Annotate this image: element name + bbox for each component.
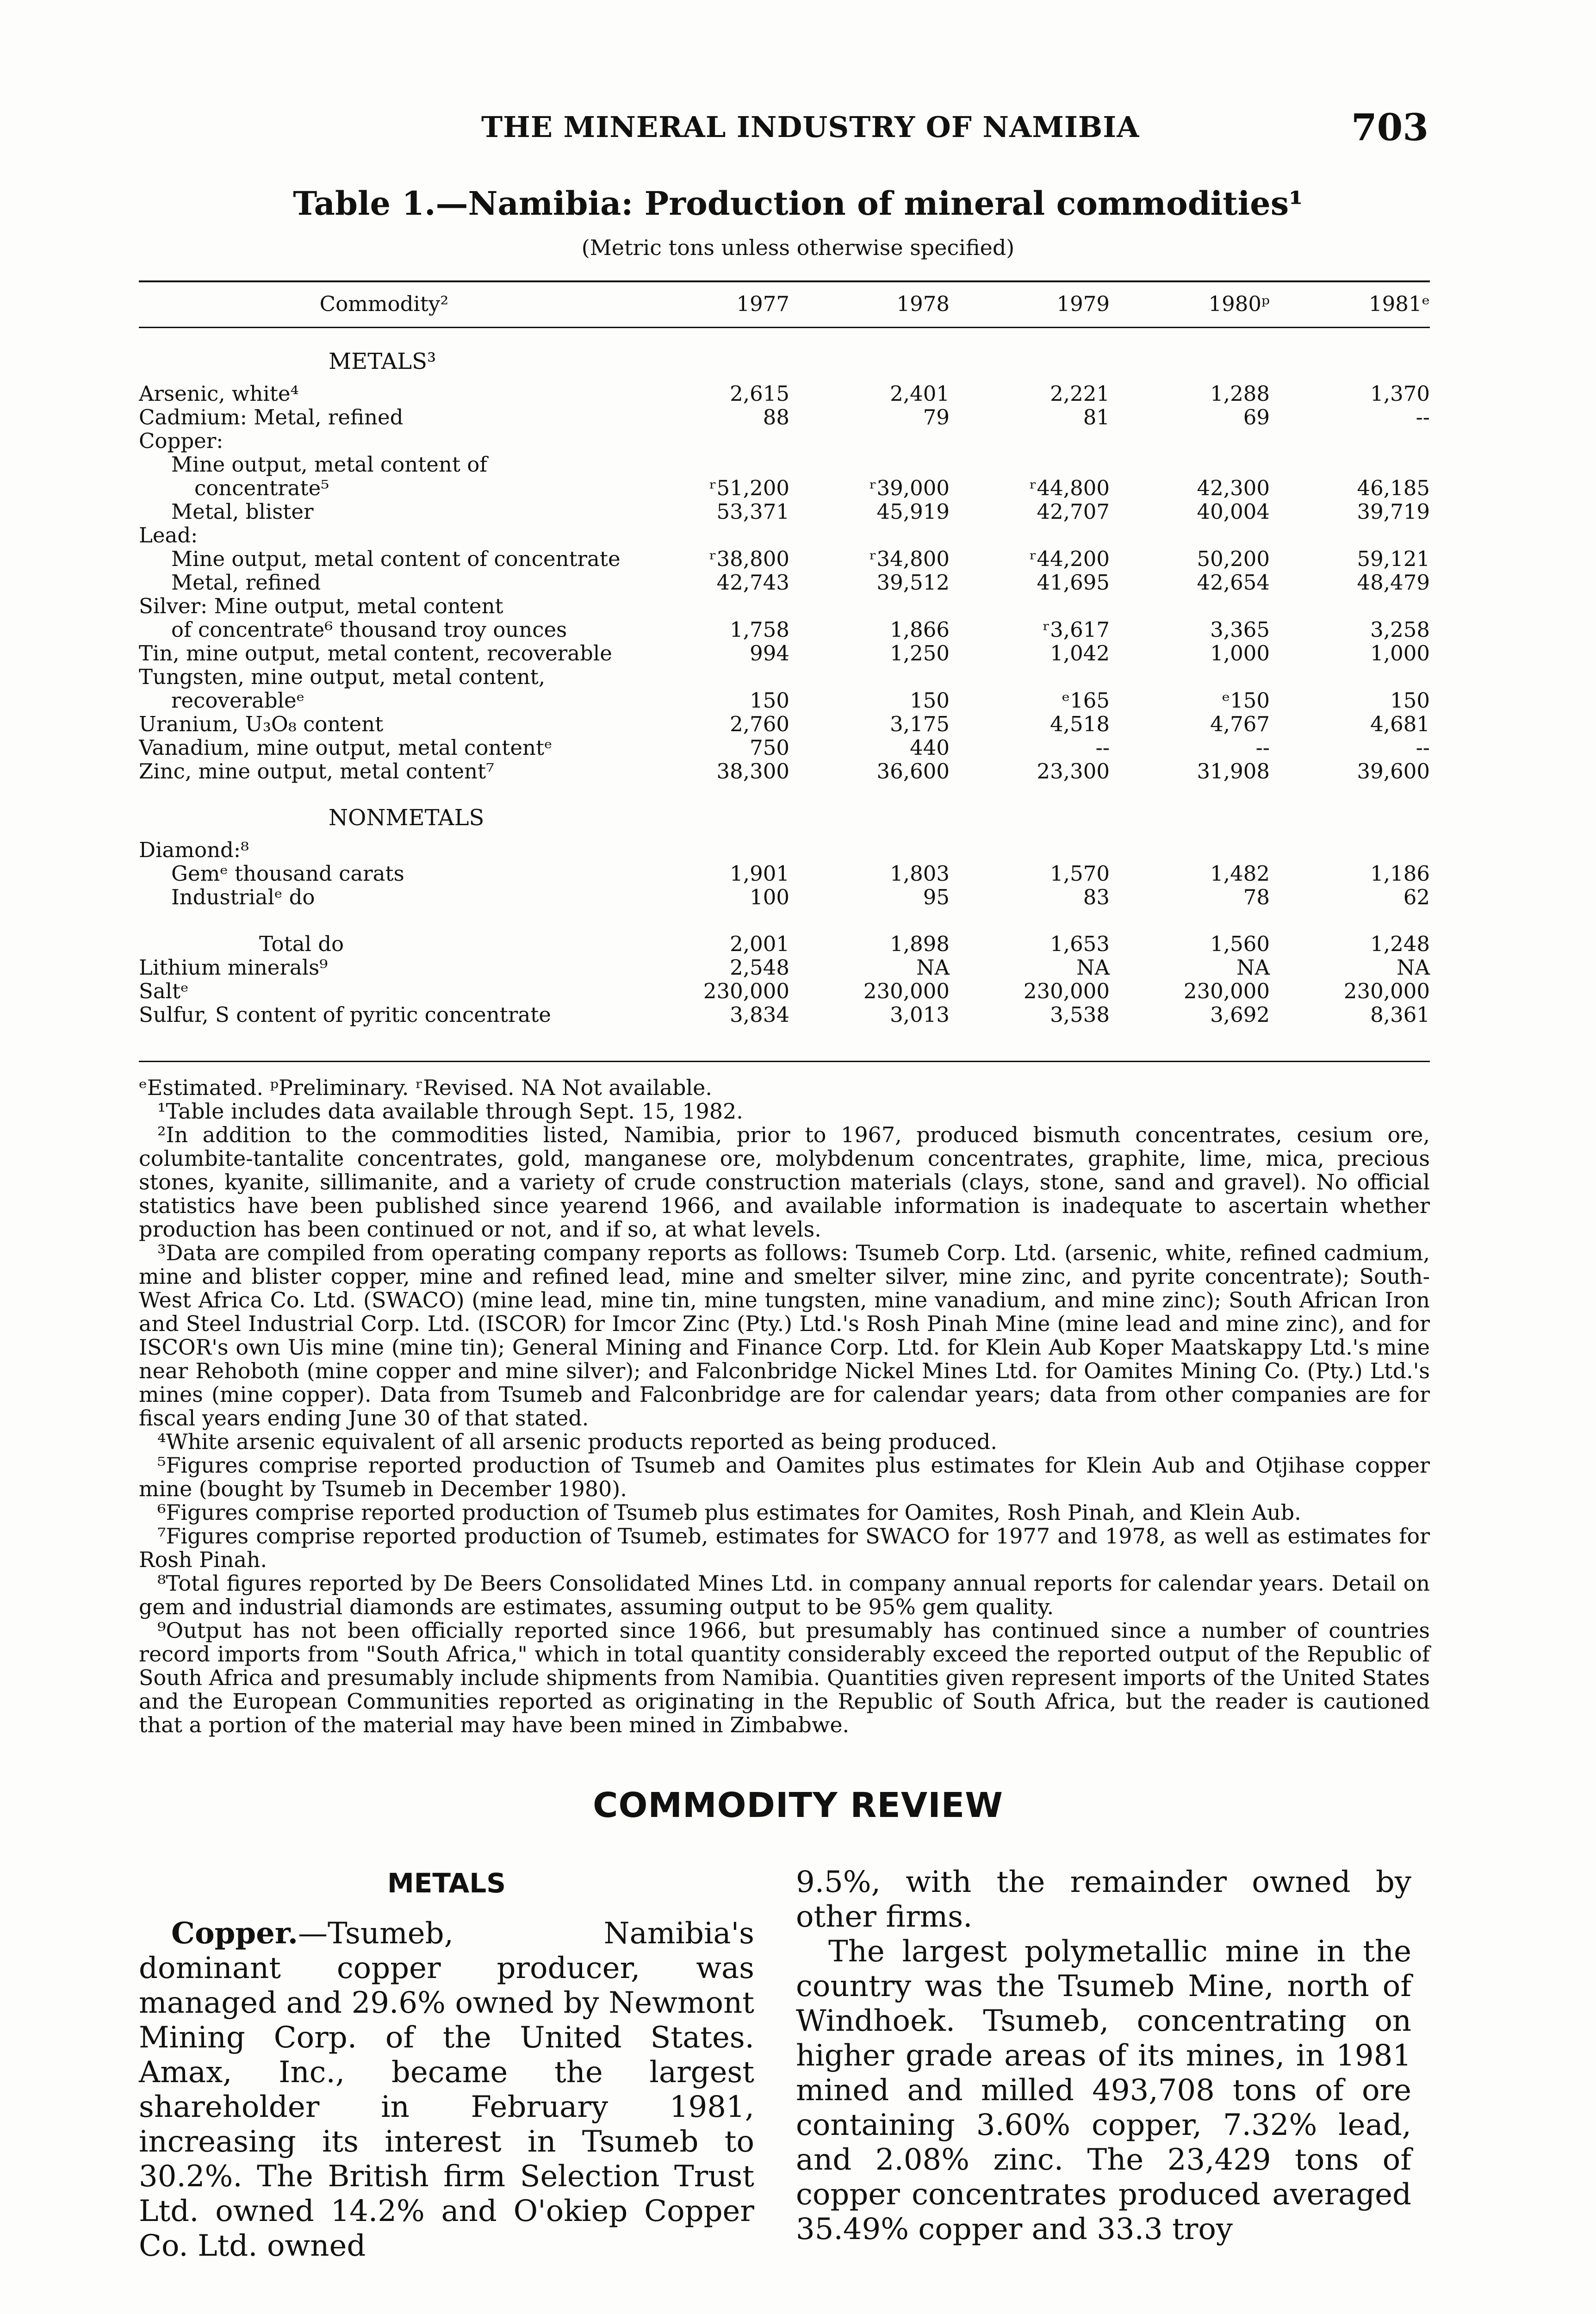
value-cell: 3,175 bbox=[890, 712, 950, 736]
commodity-cell: Mine output, metal content of bbox=[171, 453, 488, 476]
value-cell bbox=[1110, 523, 1270, 547]
value-cell: ʳ34,800 bbox=[869, 547, 950, 571]
value-cell: 23,300 bbox=[1037, 759, 1110, 784]
paragraph-lead: Copper. bbox=[171, 1916, 298, 1951]
value-cell bbox=[1270, 429, 1430, 453]
value-cell: 1,288 bbox=[1210, 381, 1270, 406]
column-header: 1981ᵉ bbox=[1369, 291, 1430, 316]
value-cell: 2,615 bbox=[730, 381, 789, 406]
commodity-cell: concentrate⁵ bbox=[194, 476, 329, 500]
value-cell: 1,560 bbox=[1210, 932, 1270, 956]
value-cell: 1,248 bbox=[1370, 932, 1430, 956]
value-cell bbox=[1110, 909, 1270, 932]
value-cell: 1,898 bbox=[890, 932, 950, 956]
value-cell: ʳ44,800 bbox=[1029, 476, 1110, 500]
value-cell: 62 bbox=[1403, 885, 1430, 909]
commodity-cell: Total do bbox=[259, 932, 344, 956]
commodity-cell: Sulfur, S content of pyritic concentrate bbox=[139, 1003, 551, 1026]
value-cell: 42,743 bbox=[716, 570, 789, 595]
commodity-cell: Diamond:⁸ bbox=[139, 838, 249, 862]
table-row bbox=[139, 759, 1430, 783]
value-cell: 8,361 bbox=[1370, 1002, 1430, 1027]
page-header bbox=[0, 106, 1596, 156]
column-header: 1978 bbox=[896, 291, 950, 316]
commodity-cell: Vanadium, mine output, metal contentᵉ bbox=[139, 736, 553, 759]
commodity-cell: Mine output, metal content of concentrate bbox=[171, 547, 621, 571]
value-cell: 3,365 bbox=[1210, 617, 1270, 642]
value-cell: 750 bbox=[750, 735, 789, 760]
value-cell: 36,600 bbox=[876, 759, 950, 784]
value-cell: 42,300 bbox=[1197, 476, 1270, 500]
value-cell bbox=[950, 594, 1110, 618]
value-cell bbox=[1110, 429, 1270, 453]
value-cell: 440 bbox=[910, 735, 950, 760]
table-row bbox=[139, 405, 1430, 429]
table-bottom-rule bbox=[139, 1061, 1430, 1062]
value-cell: 1,186 bbox=[1370, 861, 1430, 886]
table-row bbox=[139, 571, 1430, 594]
value-cell: 59,121 bbox=[1357, 547, 1430, 571]
table-header-row bbox=[139, 280, 1430, 327]
value-cell bbox=[789, 429, 950, 453]
table-subtitle: (Metric tons unless otherwise specified) bbox=[581, 235, 1015, 260]
value-cell: 150 bbox=[1390, 688, 1430, 713]
body-column-right bbox=[796, 1865, 1411, 2247]
table-row bbox=[139, 736, 1430, 759]
value-cell: 150 bbox=[750, 688, 789, 713]
value-cell: 2,221 bbox=[1050, 381, 1110, 406]
value-cell: 38,300 bbox=[716, 759, 789, 784]
value-cell bbox=[629, 909, 789, 932]
commodity-cell: Lead: bbox=[139, 523, 198, 547]
commodity-cell: Zinc, mine output, metal content⁷ bbox=[139, 759, 495, 783]
table-row bbox=[139, 712, 1430, 736]
footnote: ⁸Total figures reported by De Beers Consolidated Mines Ltd. in company annual reports for calendar years. Detail on gem and industrial diamonds are estimates, assuming output to be 95% gem quality. bbox=[139, 1571, 1430, 1619]
value-cell: 39,512 bbox=[876, 570, 950, 595]
commodity-cell: Metal, blister bbox=[171, 500, 314, 523]
value-cell bbox=[629, 453, 789, 476]
value-cell: 53,371 bbox=[716, 499, 789, 524]
value-cell bbox=[950, 523, 1110, 547]
value-cell: 46,185 bbox=[1357, 476, 1430, 500]
value-cell: 4,518 bbox=[1050, 712, 1110, 736]
value-cell bbox=[629, 665, 789, 689]
table-row bbox=[139, 838, 1430, 862]
value-cell: 2,001 bbox=[730, 932, 789, 956]
table-row bbox=[139, 1003, 1430, 1026]
table-row bbox=[139, 885, 1430, 909]
value-cell bbox=[1110, 665, 1270, 689]
value-cell: NA bbox=[1236, 955, 1270, 980]
value-cell: 3,538 bbox=[1050, 1002, 1110, 1027]
table-row bbox=[139, 979, 1430, 1003]
value-cell bbox=[789, 453, 950, 476]
table-row bbox=[139, 547, 1430, 571]
value-cell bbox=[1270, 523, 1430, 547]
value-cell: 1,866 bbox=[890, 617, 950, 642]
footnote: ᵉEstimated. ᵖPreliminary. ʳRevised. NA Not available. bbox=[139, 1075, 712, 1100]
commodity-cell: of concentrate⁶ thousand troy ounces bbox=[171, 618, 567, 641]
commodity-cell: Metal, refined bbox=[171, 571, 321, 594]
value-cell: 1,803 bbox=[890, 861, 950, 886]
value-cell: ʳ44,200 bbox=[1029, 547, 1110, 571]
paragraph bbox=[139, 1916, 754, 2264]
value-cell: 88 bbox=[763, 405, 789, 429]
value-cell: 2,760 bbox=[730, 712, 789, 736]
value-cell: ᵉ165 bbox=[1062, 688, 1110, 713]
table-row bbox=[139, 382, 1430, 405]
value-cell: NA bbox=[1076, 955, 1110, 980]
table-row bbox=[139, 956, 1430, 979]
production-table bbox=[139, 280, 1430, 1026]
value-cell bbox=[1270, 909, 1430, 932]
table-row bbox=[139, 594, 1430, 618]
table-row bbox=[139, 453, 1430, 476]
commodity-cell: Tin, mine output, metal content, recoverable bbox=[139, 641, 612, 665]
table-footnotes bbox=[139, 1076, 1430, 1737]
commodity-cell: Copper: bbox=[139, 429, 224, 453]
value-cell: 79 bbox=[923, 405, 950, 429]
commodity-cell: Lithium minerals⁹ bbox=[139, 956, 328, 979]
value-cell: -- bbox=[1416, 405, 1430, 429]
paragraph: The largest polymetallic mine in the country was the Tsumeb Mine, north of Windhoek. Tsumeb, concentrating on higher grade areas of its mines, in 1981 mined and milled 493,708 tons of ore containing 3.60% copper, 7.32% lead, and 2.08% zinc. The 23,429 tons of copper concentrates produced averaged 35.49% copper and 33.3 troy bbox=[796, 1935, 1411, 2246]
table-row bbox=[139, 618, 1430, 641]
value-cell: 230,000 bbox=[1183, 979, 1270, 1003]
value-cell: 48,479 bbox=[1357, 570, 1430, 595]
value-cell: 42,654 bbox=[1197, 570, 1270, 595]
value-cell: 994 bbox=[750, 641, 789, 666]
table-row bbox=[139, 476, 1430, 500]
value-cell: 1,000 bbox=[1370, 641, 1430, 666]
value-cell bbox=[1270, 665, 1430, 689]
footnote: ²In addition to the commodities listed, Namibia, prior to 1967, produced bismuth concentrates, cesium ore, columbite-tantalite concentrates, gold, manganese ore, molybdenum concentrates, graphite, lime, mica, precious stones, kyanite, sillimanite, and a variety of crude construction materials (clays, stone, sand and gravel). No official statistics have been published since yearend 1966, and available information is inadequate to ascertain whether production has been continued or not, and if so, at what levels. bbox=[139, 1122, 1430, 1242]
section-row bbox=[139, 327, 1430, 382]
footnote: ⁶Figures comprise reported production of Tsumeb plus estimates for Oamites, Rosh Pinah, and Klein Aub. bbox=[157, 1500, 1301, 1525]
column-header: Commodity² bbox=[319, 291, 449, 316]
table-row bbox=[139, 862, 1430, 885]
value-cell: 3,013 bbox=[890, 1002, 950, 1027]
value-cell bbox=[950, 909, 1110, 932]
value-cell: NA bbox=[916, 955, 950, 980]
table-row bbox=[139, 429, 1430, 453]
section-label: NONMETALS bbox=[329, 805, 484, 831]
value-cell: 100 bbox=[750, 885, 789, 909]
value-cell bbox=[1110, 594, 1270, 618]
column-header: 1980ᵖ bbox=[1208, 291, 1270, 316]
commodity-cell: Cadmium: Metal, refined bbox=[139, 405, 404, 429]
value-cell: 95 bbox=[923, 885, 950, 909]
value-cell: 3,834 bbox=[730, 1002, 789, 1027]
footnote: ⁴White arsenic equivalent of all arsenic products reported as being produced. bbox=[157, 1429, 998, 1454]
table-row bbox=[139, 932, 1430, 956]
value-cell: 150 bbox=[910, 688, 950, 713]
value-cell: -- bbox=[1416, 735, 1430, 760]
table-row bbox=[139, 909, 1430, 932]
running-head: THE MINERAL INDUSTRY OF NAMIBIA bbox=[481, 110, 1140, 144]
value-cell: 39,719 bbox=[1357, 499, 1430, 524]
value-cell: 230,000 bbox=[703, 979, 789, 1003]
table-title: Table 1.—Namibia: Production of mineral commodities¹ bbox=[293, 184, 1303, 223]
table-row bbox=[139, 641, 1430, 665]
value-cell: 3,692 bbox=[1210, 1002, 1270, 1027]
value-cell: 3,258 bbox=[1370, 617, 1430, 642]
value-cell: 1,901 bbox=[730, 861, 789, 886]
value-cell: -- bbox=[1095, 735, 1110, 760]
value-cell: 41,695 bbox=[1037, 570, 1110, 595]
value-cell: 1,758 bbox=[730, 617, 789, 642]
table-row bbox=[139, 665, 1430, 689]
footnote: ¹Table includes data available through Sept. 15, 1982. bbox=[157, 1099, 743, 1124]
value-cell bbox=[789, 665, 950, 689]
value-cell bbox=[789, 909, 950, 932]
commodity-cell: recoverableᵉ bbox=[171, 689, 305, 712]
value-cell: 4,681 bbox=[1370, 712, 1430, 736]
table-row bbox=[139, 523, 1430, 547]
value-cell: 45,919 bbox=[876, 499, 950, 524]
column-header: 1977 bbox=[736, 291, 789, 316]
footnote: ⁷Figures comprise reported production of Tsumeb, estimates for SWACO for 1977 and 1978, as well as estimates for Rosh Pinah. bbox=[139, 1524, 1430, 1572]
value-cell: 1,570 bbox=[1050, 861, 1110, 886]
table-row bbox=[139, 689, 1430, 712]
value-cell bbox=[789, 523, 950, 547]
value-cell: 50,200 bbox=[1197, 547, 1270, 571]
table-row bbox=[139, 500, 1430, 523]
value-cell bbox=[629, 594, 789, 618]
value-cell: ᵉ150 bbox=[1222, 688, 1270, 713]
commodity-cell: Uranium, U₃O₈ content bbox=[139, 712, 384, 736]
commodity-cell: Silver: Mine output, metal content bbox=[139, 594, 503, 618]
value-cell bbox=[1270, 838, 1430, 862]
value-cell: 83 bbox=[1083, 885, 1110, 909]
value-cell bbox=[629, 523, 789, 547]
value-cell: 1,370 bbox=[1370, 381, 1430, 406]
commodity-cell: Saltᵉ bbox=[139, 979, 189, 1003]
value-cell bbox=[1110, 453, 1270, 476]
value-cell: 78 bbox=[1243, 885, 1270, 909]
value-cell: 4,767 bbox=[1210, 712, 1270, 736]
footnote: ³Data are compiled from operating company reports as follows: Tsumeb Corp. Ltd. (arsenic, white, refined cadmium, mine and blister copper, mine and refined lead, mine and smelter silver, mine zinc, and pyrite concentrate); South-West Africa Co. Ltd. (SWACO) (mine lead, mine tin, mine tungsten, mine vanadium, and mine zinc); South African Iron and Steel Industrial Corp. Ltd. (ISCOR) for Imcor Zinc (Pty.) Ltd.'s Rosh Pinah Mine (mine lead and mine zinc), and for ISCOR's own Uis mine (mine tin); General Mining and Finance Corp. Ltd. for Klein Aub Koper Maatskappy Ltd.'s mine near Rehoboth (mine copper and mine silver); and Falconbridge Nickel Mines Ltd. for Oamites Mining Co. (Pty.) Ltd.'s mines (mine copper). Data from Tsumeb and Falconbridge are for calendar years; data from other companies are for fiscal years ending June 30 of that stated. bbox=[139, 1240, 1430, 1431]
commodity-cell: Tungsten, mine output, metal content, bbox=[139, 665, 546, 689]
value-cell: 2,401 bbox=[890, 381, 950, 406]
sub-heading: METALS bbox=[387, 1867, 506, 1899]
value-cell: ʳ3,617 bbox=[1043, 617, 1110, 642]
value-cell: 42,707 bbox=[1037, 499, 1110, 524]
paragraph: 9.5%, with the remainder owned by other firms. bbox=[796, 1865, 1411, 1934]
value-cell: ʳ51,200 bbox=[709, 476, 789, 500]
value-cell: 1,250 bbox=[890, 641, 950, 666]
value-cell bbox=[1270, 453, 1430, 476]
commodity-cell bbox=[139, 909, 629, 932]
value-cell bbox=[950, 838, 1110, 862]
value-cell: ʳ38,800 bbox=[709, 547, 789, 571]
section-label: METALS³ bbox=[329, 348, 436, 374]
commodity-cell: Gemᵉ thousand carats bbox=[171, 862, 404, 885]
value-cell bbox=[789, 594, 950, 618]
value-cell: 69 bbox=[1243, 405, 1270, 429]
section-heading: COMMODITY REVIEW bbox=[593, 1785, 1003, 1825]
value-cell bbox=[950, 429, 1110, 453]
value-cell: 81 bbox=[1083, 405, 1110, 429]
value-cell: 230,000 bbox=[863, 979, 950, 1003]
value-cell: 31,908 bbox=[1197, 759, 1270, 784]
value-cell: 40,004 bbox=[1197, 499, 1270, 524]
value-cell: NA bbox=[1397, 955, 1430, 980]
value-cell: 1,042 bbox=[1050, 641, 1110, 666]
value-cell: 2,548 bbox=[730, 955, 789, 980]
footnote: ⁵Figures comprise reported production of Tsumeb and Oamites plus estimates for Klein Aub and Otjihase copper mine (bought by Tsumeb in December 1980). bbox=[139, 1453, 1430, 1501]
value-cell: 1,482 bbox=[1210, 861, 1270, 886]
value-cell: -- bbox=[1255, 735, 1270, 760]
column-header: 1979 bbox=[1056, 291, 1110, 316]
value-cell bbox=[629, 838, 789, 862]
table-body bbox=[139, 327, 1430, 1026]
value-cell bbox=[1110, 838, 1270, 862]
value-cell bbox=[629, 429, 789, 453]
value-cell: 39,600 bbox=[1357, 759, 1430, 784]
section-row bbox=[139, 783, 1430, 838]
footnote: ⁹Output has not been officially reported since 1966, but presumably has continued since a number of countries record imports from "South Africa," which in total quantity considerably exceed the reported output of the Republic of South Africa and presumably include shipments from Namibia. Quantities given represent imports of the United States and the European Communities reported as originating in the Republic of South Africa, but the reader is cautioned that a portion of the material may have been mined in Zimbabwe. bbox=[139, 1618, 1430, 1737]
value-cell: 1,000 bbox=[1210, 641, 1270, 666]
value-cell: 1,653 bbox=[1050, 932, 1110, 956]
value-cell bbox=[1270, 594, 1430, 618]
value-cell: ʳ39,000 bbox=[869, 476, 950, 500]
value-cell: 230,000 bbox=[1023, 979, 1110, 1003]
value-cell bbox=[789, 838, 950, 862]
commodity-cell: Arsenic, white⁴ bbox=[139, 382, 299, 405]
commodity-cell: Industrialᵉ do bbox=[171, 885, 315, 909]
paragraph-text: —Tsumeb, Namibia's dominant copper producer, was managed and 29.6% owned by Newmont Mining Corp. of the United States. Amax, Inc., became the largest shareholder in February 1981, increasing its interest in Tsumeb to 30.2%. The British firm Selection Trust Ltd. owned 14.2% and O'okiep Copper Co. Ltd. owned bbox=[139, 1916, 754, 2263]
value-cell bbox=[950, 453, 1110, 476]
body-column-left bbox=[139, 1916, 754, 2264]
value-cell bbox=[950, 665, 1110, 689]
page-number: 703 bbox=[1351, 106, 1428, 149]
value-cell: 230,000 bbox=[1343, 979, 1430, 1003]
